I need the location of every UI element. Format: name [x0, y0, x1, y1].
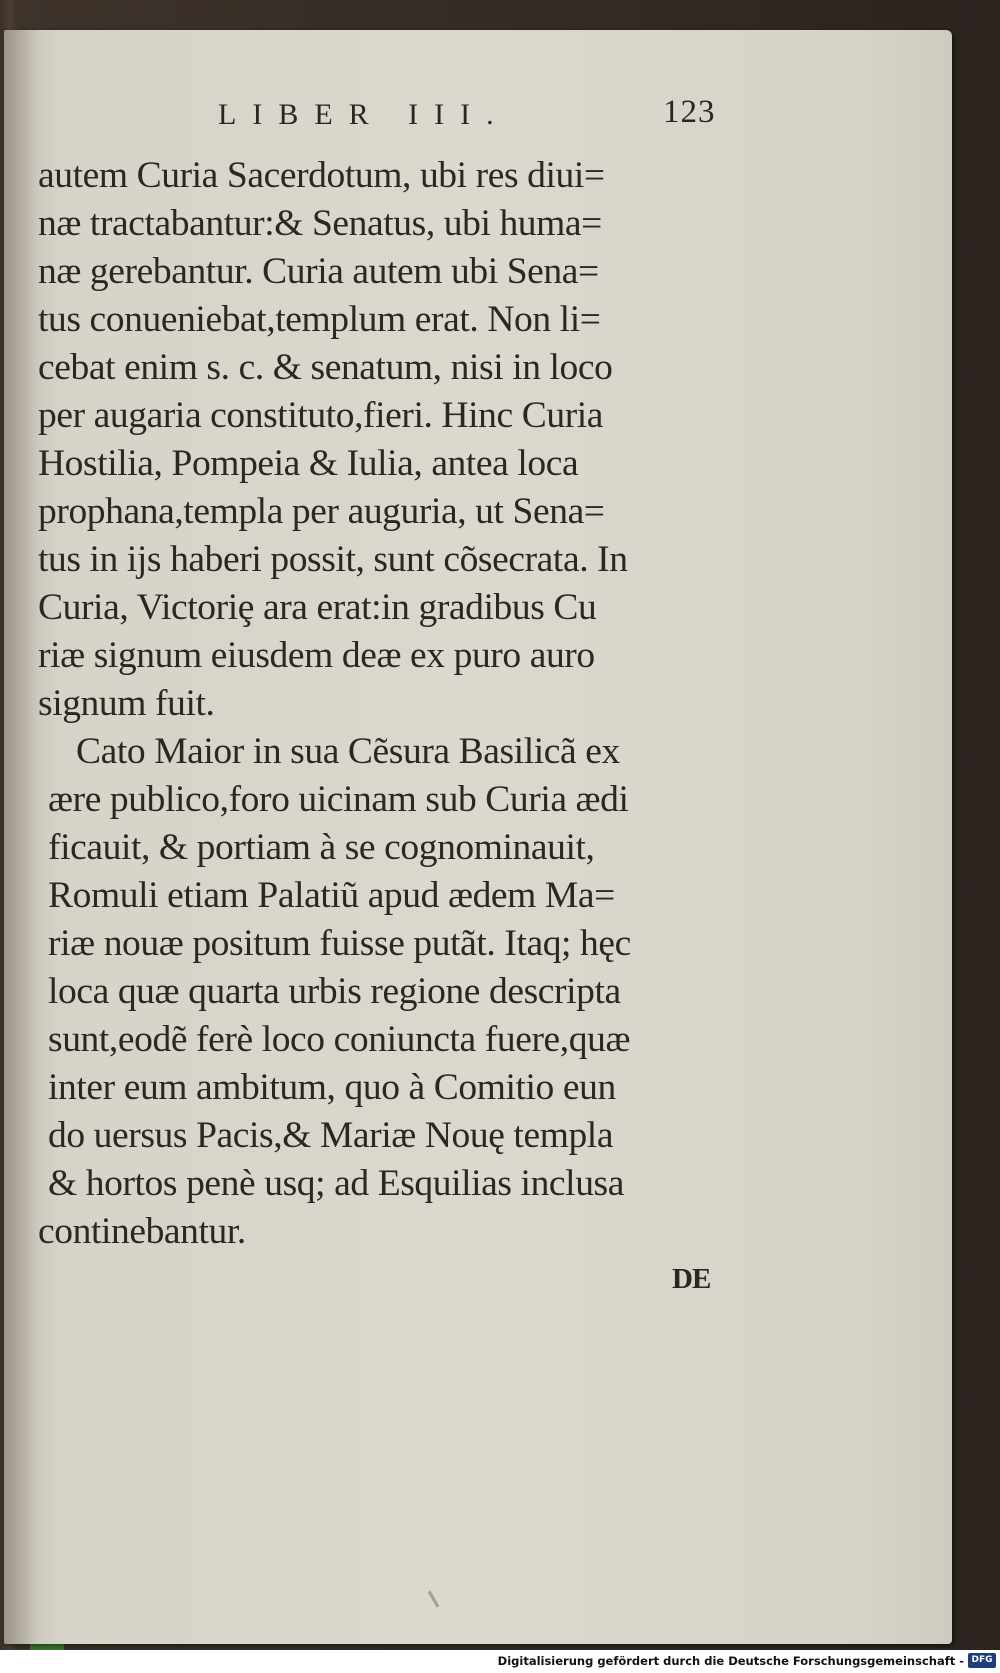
- text-line: Curia, Victoriȩ ara erat:in gradibus Cu: [38, 587, 597, 628]
- text-line: continebantur.: [38, 1211, 246, 1252]
- text-line: prophana,templa per auguria, ut Sena=: [38, 491, 605, 532]
- text-line: sunt,eodẽ ferè loco coniuncta fuere,quæ: [48, 1019, 631, 1060]
- catchword: DE: [672, 1263, 711, 1295]
- body-text: [38, 152, 738, 1256]
- text-line: cebat enim s. c. & senatum, nisi in loco: [38, 347, 613, 388]
- text-line: tus conueniebat,templum erat. Non li=: [38, 299, 601, 340]
- text-line: autem Curia Sacerdotum, ubi res diui=: [38, 155, 605, 196]
- text-line: signum fuit.: [38, 683, 215, 724]
- text-line: inter eum ambitum, quo à Comitio eun: [48, 1067, 616, 1108]
- text-line: næ tractabantur:& Senatus, ubi huma=: [38, 203, 602, 244]
- text-line: Romuli etiam Palatiũ apud ædem Ma=: [48, 875, 615, 916]
- text-line: & hortos penè usq; ad Esquilias inclusa: [48, 1163, 624, 1204]
- spine-shadow: [4, 30, 38, 1644]
- running-title: LIBER III.: [218, 98, 510, 131]
- running-head: [218, 94, 718, 138]
- text-line: riæ nouæ positum fuisse putãt. Itaq; hęc: [48, 923, 631, 964]
- page-number: 123: [663, 94, 716, 130]
- text-line: loca quæ quarta urbis regione descripta: [48, 971, 621, 1012]
- text-line: riæ signum eiusdem deæ ex puro auro: [38, 635, 595, 676]
- text-line: tus in ijs haberi possit, sunt cõsecrata. In: [38, 539, 628, 580]
- text-line: næ gerebantur. Curia autem ubi Sena=: [38, 251, 599, 292]
- dfg-logo: DFG: [968, 1653, 996, 1668]
- text-line: Hostilia, Pompeia & Iulia, antea loca: [38, 443, 579, 484]
- funding-credit: Digitalisierung gefördert durch die Deutsche Forschungsgemeinschaft -: [497, 1654, 964, 1668]
- footer-bar: [0, 1650, 1000, 1673]
- text-line: ficauit, & portiam à se cognominauit,: [48, 827, 595, 868]
- text-line: ære publico,foro uicinam sub Curia ædi: [48, 779, 629, 820]
- text-line: per augaria constituto,fieri. Hinc Curia: [38, 395, 604, 436]
- text-line: do uersus Pacis,& Mariæ Nouę templa: [48, 1115, 614, 1156]
- paragraph-start-line: Cato Maior in sua Cẽsura Basilicã ex: [76, 731, 620, 772]
